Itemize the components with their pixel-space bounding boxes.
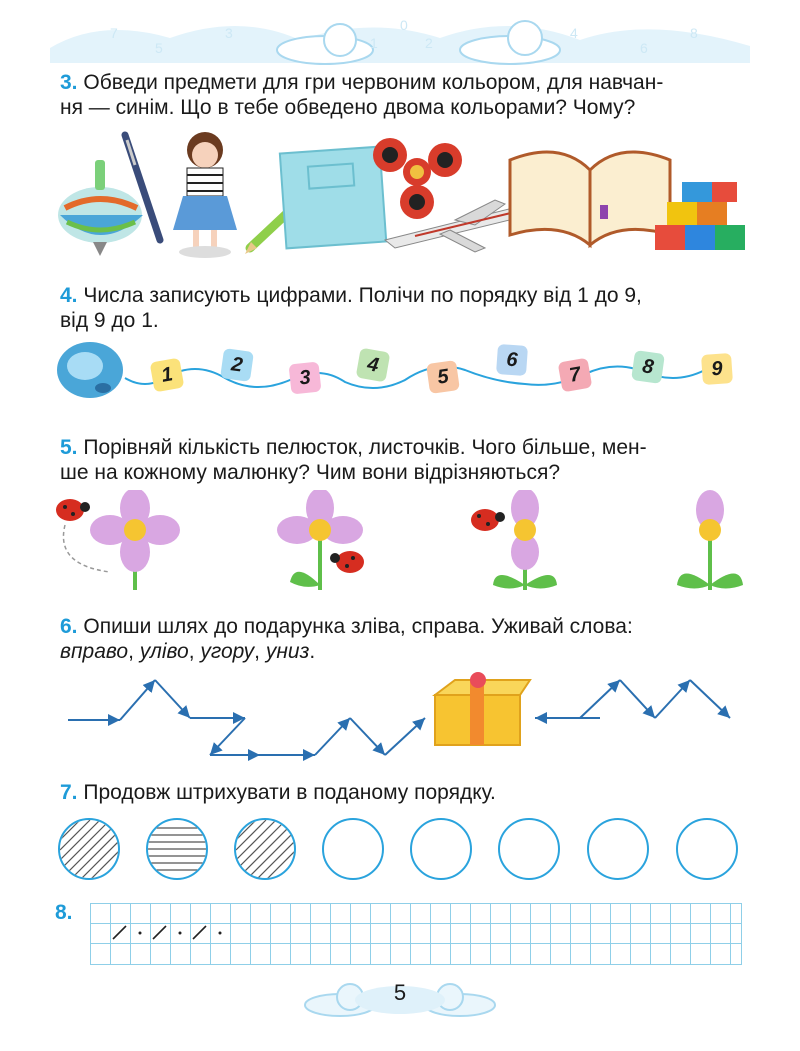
task-number: 5. xyxy=(60,436,78,459)
ladybug-icon xyxy=(471,509,505,531)
task-number: 4. xyxy=(60,284,78,307)
task-6-text: 6. Опиши шлях до подарунка зліва, справа. Уживай слова: вправо, уліво, угору, униз. xyxy=(60,615,633,663)
task-line: ше на кожному малюнку? Чим вони відрізняються? xyxy=(60,461,561,484)
task-5-text xyxy=(60,435,750,485)
flowers-row xyxy=(55,490,755,595)
number-tile: 3 xyxy=(289,362,322,395)
header-decoration xyxy=(40,8,760,68)
number-tile: 8 xyxy=(631,350,665,384)
header-digit: 6 xyxy=(640,40,648,56)
header-digit: 0 xyxy=(400,17,408,33)
number-tile: 1 xyxy=(150,358,185,393)
task-4-text xyxy=(60,283,750,333)
task-number: 3. xyxy=(60,71,78,94)
empty-circle[interactable] xyxy=(498,818,560,880)
task-7-text xyxy=(60,780,750,805)
header-digit: 8 xyxy=(690,25,698,41)
spinning-top-icon xyxy=(58,160,143,256)
pattern-sample xyxy=(113,926,222,939)
task-line: Продовж штрихувати в поданому порядку. xyxy=(83,781,496,804)
header-digit: 2 xyxy=(425,35,433,51)
header-digit: 7 xyxy=(110,25,118,41)
number-tile: 9 xyxy=(701,353,733,385)
header-digit: 3 xyxy=(225,25,233,41)
open-book-icon xyxy=(510,152,670,245)
number-tile: 5 xyxy=(426,360,460,394)
empty-circle[interactable] xyxy=(322,818,384,880)
header-digit: 1 xyxy=(370,35,378,51)
task-line: Опиши шлях до подарунка зліва, справа. Уживай слова: xyxy=(83,615,633,638)
number-tile: 4 xyxy=(356,348,391,383)
task-3-objects xyxy=(55,130,750,260)
doll-icon xyxy=(173,132,237,258)
empty-circle[interactable] xyxy=(587,818,649,880)
sharpener-icon xyxy=(57,342,123,398)
task-number: 7. xyxy=(60,781,78,804)
ladybug-icon xyxy=(56,499,90,521)
header-digit: 5 xyxy=(155,40,163,56)
task-line: Порівняй кількість пелюсток, листочків. Чого більше, мен- xyxy=(83,436,647,459)
task-line: ня — синім. Що в тебе обведено двома кольорами? Чому? xyxy=(60,96,636,119)
hatching-circle-diagonal xyxy=(234,818,296,880)
task-8-label xyxy=(55,900,95,925)
number-tile: 2 xyxy=(220,348,254,382)
task-line: від 9 до 1. xyxy=(60,309,159,332)
direction-word: униз xyxy=(265,640,310,663)
direction-word: угору xyxy=(200,640,255,663)
hatching-circle-horizontal xyxy=(146,818,208,880)
header-digit: 4 xyxy=(570,25,578,41)
empty-circle[interactable] xyxy=(410,818,472,880)
flower-icon xyxy=(493,490,557,590)
flower-icon xyxy=(677,490,743,590)
number-tile: 7 xyxy=(558,358,593,393)
task-number: 8. xyxy=(55,901,73,924)
ladybug-icon xyxy=(330,551,364,573)
number-tile: 6 xyxy=(496,344,528,376)
writing-grid[interactable] xyxy=(90,903,742,970)
direction-word: вправо xyxy=(60,640,129,663)
number-line xyxy=(55,340,755,410)
task-line: Обведи предмети для гри червоним кольором, для навчан- xyxy=(83,71,664,94)
task-3-text xyxy=(60,70,750,120)
direction-word: уліво xyxy=(139,640,189,663)
flower-icon xyxy=(277,490,363,590)
path-diagram xyxy=(60,670,750,765)
page-number: 5 xyxy=(393,980,407,1005)
fidget-spinner-icon xyxy=(373,138,462,219)
notebook-icon xyxy=(280,147,386,249)
task-number: 6. xyxy=(60,615,78,638)
hatching-circle-diagonal xyxy=(58,818,120,880)
task-line: Числа записують цифрами. Полічи по порядку від 1 до 9, xyxy=(83,284,642,307)
gift-icon xyxy=(435,672,530,745)
flower-icon xyxy=(90,490,180,590)
empty-circle[interactable] xyxy=(676,818,738,880)
